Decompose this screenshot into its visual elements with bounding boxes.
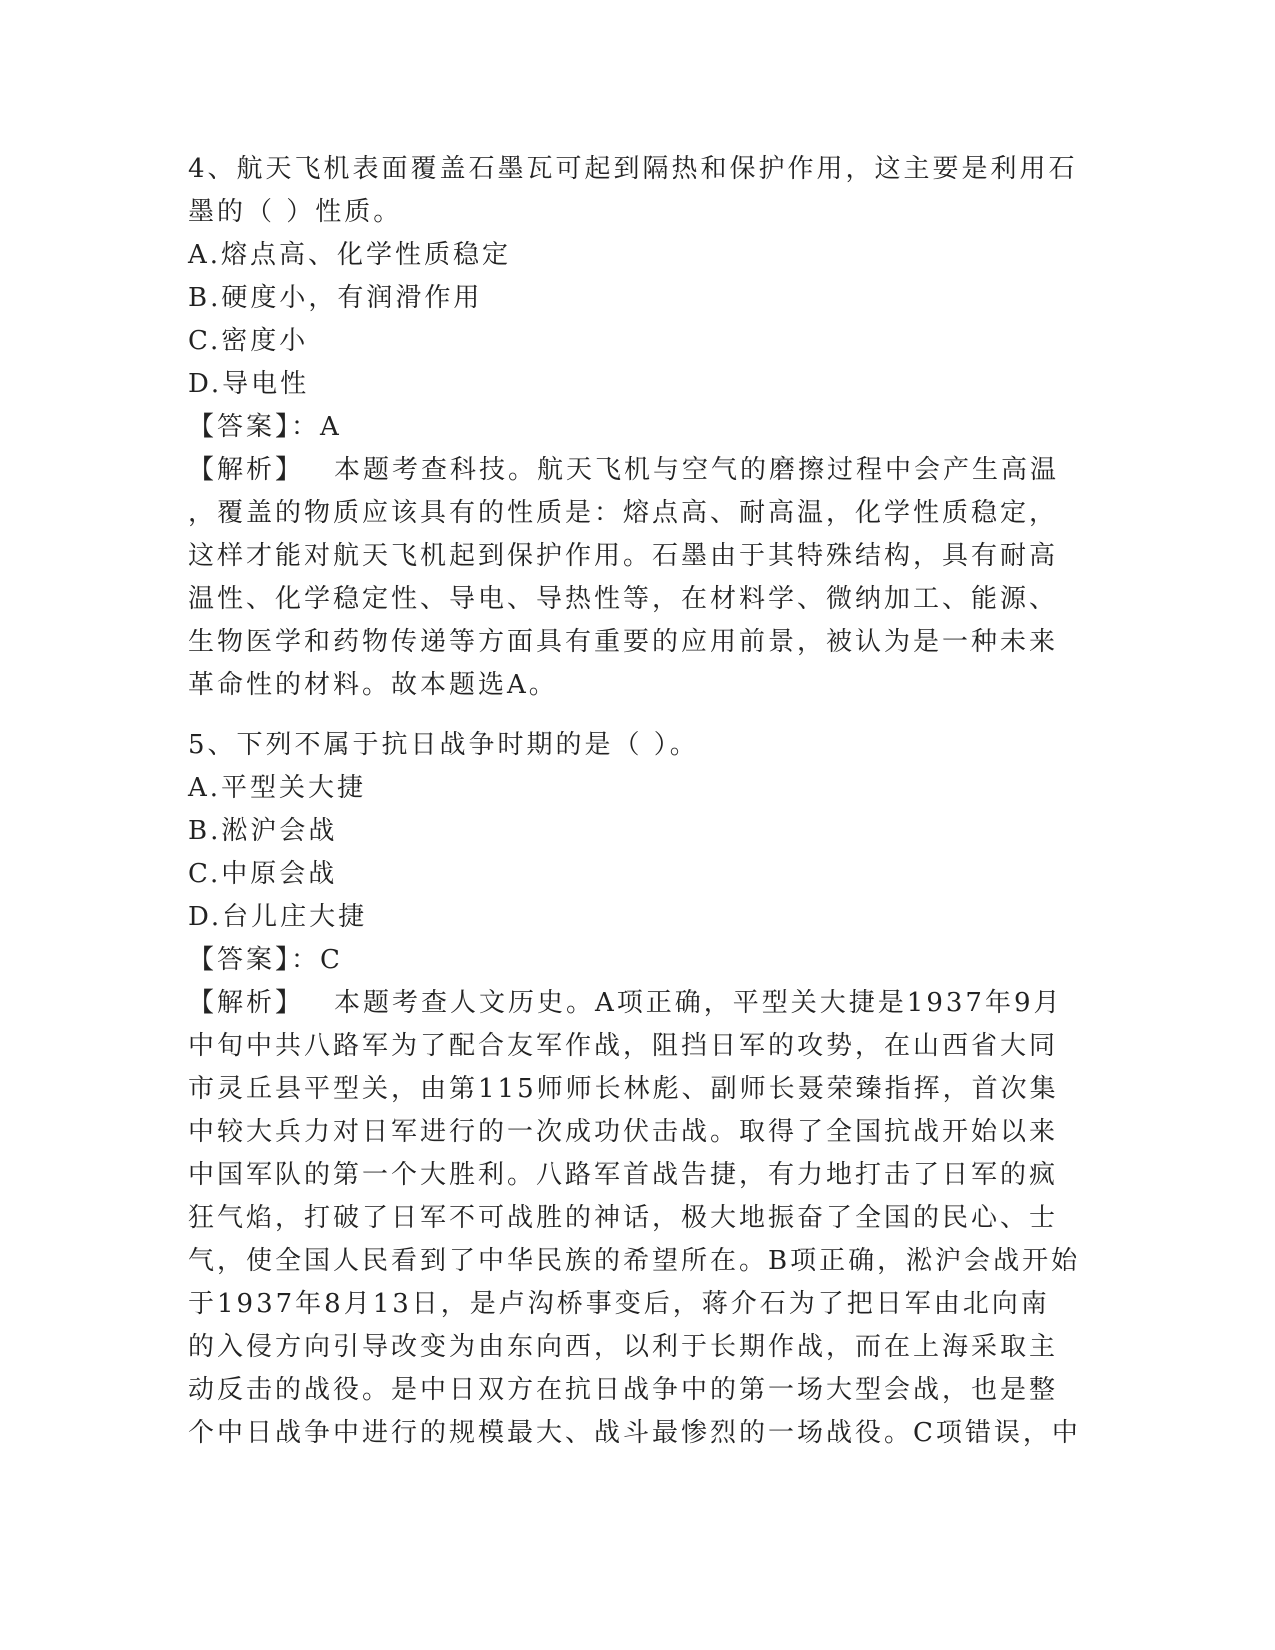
answer-value: A — [320, 412, 342, 442]
option-a: A.熔点高、化学性质稳定 — [188, 240, 512, 270]
question-spacer — [188, 707, 1088, 724]
analysis-line: 革命性的材料。故本题选A。 — [188, 670, 558, 700]
analysis-line: ，覆盖的物质应该具有的性质是：熔点高、耐高温，化学性质稳定， — [188, 498, 1059, 528]
analysis-line: 气，使全国人民看到了中华民族的希望所在。B项正确，淞沪会战开始 — [188, 1246, 1081, 1276]
option-c: C.中原会战 — [188, 859, 338, 889]
analysis-line: 生物医学和药物传递等方面具有重要的应用前景，被认为是一种未来 — [188, 627, 1059, 657]
analysis-line: 中较大兵力对日军进行的一次成功伏击战。取得了全国抗战开始以来 — [188, 1117, 1059, 1147]
analysis-line: 市灵丘县平型关，由第115师师长林彪、副师长聂荣臻指挥，首次集 — [188, 1074, 1059, 1104]
analysis-line: 这样才能对航天飞机起到保护作用。石墨由于其特殊结构，具有耐高 — [188, 541, 1059, 571]
answer-label: 【答案】： — [188, 412, 321, 442]
question-5 — [188, 724, 1088, 1455]
option-b: B.硬度小，有润滑作用 — [188, 283, 483, 313]
analysis-line: 的入侵方向引导改变为由东向西，以利于长期作战，而在上海采取主 — [188, 1332, 1059, 1362]
analysis-line — [188, 982, 1088, 1025]
option-a: A.平型关大捷 — [188, 773, 367, 803]
document-content — [188, 148, 1088, 1455]
question-stem-line: 墨的（ ）性质。 — [188, 197, 403, 227]
answer-line — [188, 406, 1088, 449]
option-d: D.台儿庄大捷 — [188, 902, 368, 932]
analysis-line: 个中日战争中进行的规模最大、战斗最惨烈的一场战役。C项错误，中 — [188, 1418, 1081, 1448]
option-d: D.导电性 — [188, 369, 310, 399]
option-c: C.密度小 — [188, 326, 309, 356]
option-b: B.淞沪会战 — [188, 816, 338, 846]
analysis-label: 【解析】 — [188, 455, 305, 485]
analysis-line — [188, 449, 1088, 492]
analysis-line: 中国军队的第一个大胜利。八路军首战告捷，有力地打击了日军的疯 — [188, 1160, 1059, 1190]
analysis-line: 狂气焰，打破了日军不可战胜的神话，极大地振奋了全国的民心、士 — [188, 1203, 1059, 1233]
question-stem-line: 5、下列不属于抗日战争时期的是（ ）。 — [188, 730, 699, 760]
analysis-line: 温性、化学稳定性、导电、导热性等，在材料学、微纳加工、能源、 — [188, 584, 1059, 614]
analysis-text: 本题考查科技。航天飞机与空气的磨擦过程中会产生高温 — [334, 455, 1060, 485]
answer-line — [188, 939, 1088, 982]
answer-value: C — [320, 945, 343, 975]
analysis-line: 中旬中共八路军为了配合友军作战，阻挡日军的攻势，在山西省大同 — [188, 1031, 1059, 1061]
question-stem-line: 4、航天飞机表面覆盖石墨瓦可起到隔热和保护作用，这主要是利用石 — [188, 154, 1078, 184]
analysis-line: 于1937年8月13日，是卢沟桥事变后，蒋介石为了把日军由北向南 — [188, 1289, 1050, 1319]
question-4 — [188, 148, 1088, 707]
analysis-label: 【解析】 — [188, 988, 305, 1018]
analysis-line: 动反击的战役。是中日双方在抗日战争中的第一场大型会战，也是整 — [188, 1375, 1059, 1405]
answer-label: 【答案】： — [188, 945, 321, 975]
analysis-text: 本题考查人文历史。A项正确，平型关大捷是1937年9月 — [334, 988, 1063, 1018]
